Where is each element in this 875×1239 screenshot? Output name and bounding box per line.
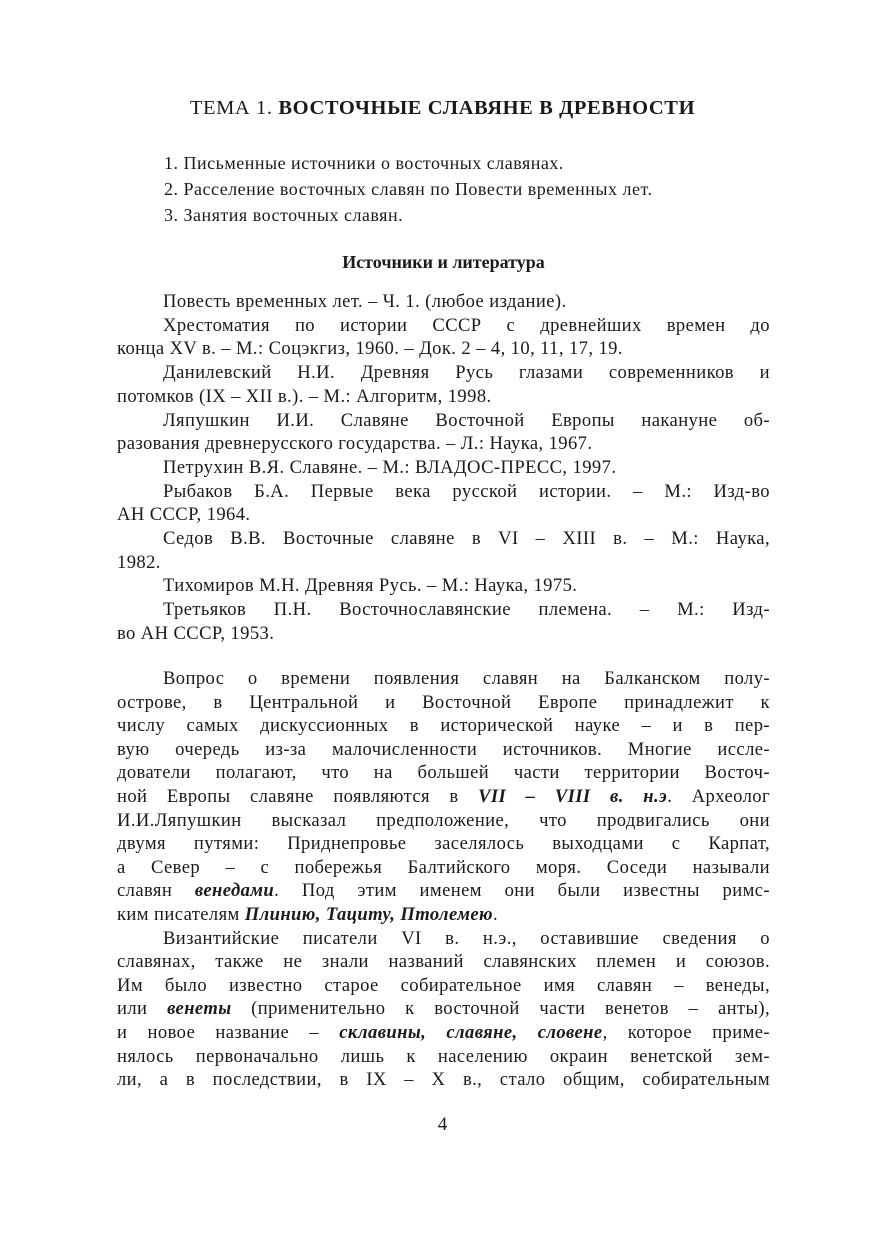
body-line: дователи полагают, что на большей части территории Восточ- xyxy=(117,762,770,784)
topic-item-text: 2. Расселение восточных славян по Повести временных лет. xyxy=(164,179,653,199)
body-line: славян венедами. Под этим именем они были известны римс- xyxy=(117,880,770,902)
emphasis: склавины, славяне, словене xyxy=(339,1021,603,1043)
bib-entry-line: разования древнерусского государства. – Л.: Наука, 1967. xyxy=(117,433,593,455)
topics-list xyxy=(164,150,652,228)
body-line: Византийские писатели VI в. н.э., оставившие сведения о xyxy=(163,927,770,949)
bib-entry: Тихомиров М.Н. Древняя Русь. – М.: Наука, 1975. xyxy=(163,575,578,597)
bib-entry-line: Данилевский Н.И. Древняя Русь глазами современников и xyxy=(163,362,770,384)
bib-entry-line: Ляпушкин И.И. Славяне Восточной Европы накануне об- xyxy=(163,409,770,431)
topic-item xyxy=(164,150,652,176)
bib-entry-line: Седов В.В. Восточные славяне в VI – XIII в. – М.: Наука, xyxy=(163,528,770,550)
body-line: и новое название – склавины, славяне, словене, которое приме- xyxy=(117,1021,771,1043)
page-number: 4 xyxy=(437,1114,448,1135)
emphasis: Плинию, Тациту, Птолемею xyxy=(244,903,493,925)
body-line: вую очередь из-за малочисленности источников. Многие иссле- xyxy=(117,738,770,760)
chapter-heading xyxy=(0,94,875,122)
body-line: острове, в Центральной и Восточной Европе принадлежит к xyxy=(117,691,770,713)
body-line: числу самых дискуссионных в исторической науке – и в пер- xyxy=(117,715,770,737)
bib-entry-line: Рыбаков Б.А. Первые века русской истории. – М.: Изд-во xyxy=(163,480,770,502)
bib-entry-line: Хрестоматия по истории СССР с древнейших времен до xyxy=(163,314,770,336)
emphasis: венеты xyxy=(167,998,232,1020)
bib-entry-line: 1982. xyxy=(117,551,161,573)
emphasis: VII – VIII в. н.э xyxy=(478,785,668,807)
bibliography-list xyxy=(117,290,770,646)
topic-item-text: 3. Занятия восточных славян. xyxy=(164,205,404,225)
body-line: ким писателям Плинию, Тациту, Птолемею. xyxy=(117,903,499,925)
bib-entry-line: конца XV в. – М.: Соцэкгиз, 1960. – Док. 2 – 4, 10, 11, 17, 19. xyxy=(117,338,623,360)
body-line: славянах, также не знали названий славянских племен и союзов. xyxy=(117,951,770,973)
bib-entry-line: Третьяков П.Н. Восточнославянские племена. – М.: Изд- xyxy=(163,599,770,621)
emphasis: венедами xyxy=(194,880,275,902)
topic-item xyxy=(164,176,652,202)
sources-heading: Источники и литература xyxy=(342,252,545,272)
topic-item xyxy=(164,202,652,228)
chapter-heading-prefix: ТЕМА 1. xyxy=(189,97,279,119)
body-text xyxy=(117,667,770,1092)
bib-entry-line: АН СССР, 1964. xyxy=(117,504,251,526)
bib-entry-line: потомков (IX – XII в.). – М.: Алгоритм, 1998. xyxy=(117,385,492,407)
body-line: двумя путями: Приднепровье заселялось выходцами с Карпат, xyxy=(117,833,770,855)
body-line: И.И.Ляпушкин высказал предположение, что продвигались они xyxy=(117,809,770,831)
bib-entry: Повесть временных лет. – Ч. 1. (любое издание). xyxy=(163,291,567,312)
chapter-heading-title: ВОСТОЧНЫЕ СЛАВЯНЕ В ДРЕВНОСТИ xyxy=(278,97,696,119)
body-line: ли, а в последствии, в IX – X в., стало общим, собирательным xyxy=(117,1069,770,1091)
body-line: нялось первоначально лишь к населению окраин венетской зем- xyxy=(117,1045,770,1067)
body-line: а Север – с побережья Балтийского моря. Соседи называли xyxy=(117,856,770,878)
body-line: ной Европы славяне появляются в VII – VIII в. н.э. Археолог xyxy=(117,785,770,807)
topic-item-text: 1. Письменные источники о восточных славянах. xyxy=(164,153,564,173)
body-line: Вопрос о времени появления славян на Балканском полу- xyxy=(163,668,770,689)
body-line: или венеты (применительно к восточной части венетов – анты), xyxy=(117,998,771,1020)
body-line: Им было известно старое собирательное имя славян – венеды, xyxy=(117,974,770,996)
bib-entry-line: во АН СССР, 1953. xyxy=(117,622,275,644)
bib-entry: Петрухин В.Я. Славяне. – М.: ВЛАДОС-ПРЕСС, 1997. xyxy=(163,456,617,478)
